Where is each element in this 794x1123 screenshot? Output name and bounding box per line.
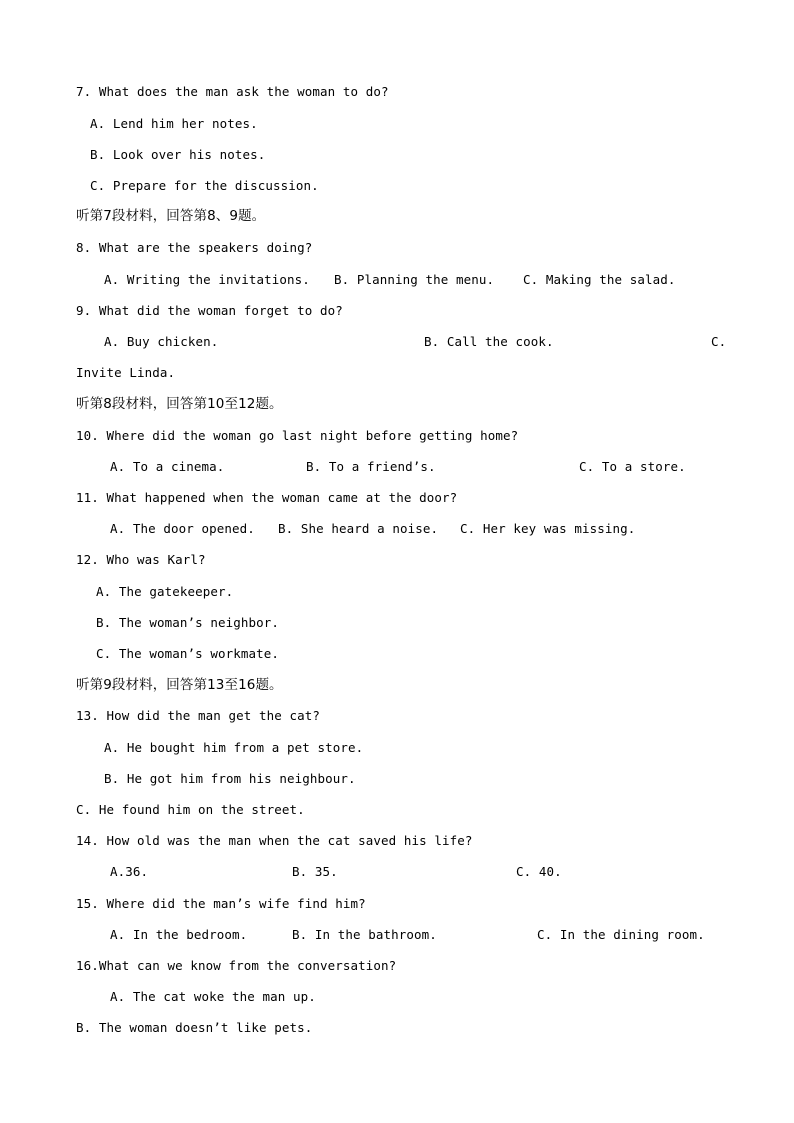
question-14-stem: 14. How old was the man when the cat saved his life? [76, 833, 473, 848]
question-9-option-a: A. Buy chicken. [104, 334, 219, 349]
question-7-option-a: A. Lend him her notes. [90, 116, 258, 131]
question-7-option-b: B. Look over his notes. [90, 147, 266, 162]
question-10-option-a: A. To a cinema. [110, 459, 225, 474]
question-7-stem: 7. What does the man ask the woman to do? [76, 84, 389, 99]
question-11-stem: 11. What happened when the woman came at the door? [76, 490, 458, 505]
question-7-option-c: C. Prepare for the discussion. [90, 178, 319, 193]
question-16-option-b: B. The woman doesn’t like pets. [76, 1020, 313, 1035]
question-10-stem: 10. Where did the woman go last night before getting home? [76, 428, 519, 443]
question-15-option-b: B. In the bathroom. [292, 927, 437, 942]
section-7-instruction: 听第7段材料，回答第8、9题。 [76, 208, 266, 224]
question-9-option-c-text: Invite Linda. [76, 365, 176, 380]
question-11-option-b: B. She heard a noise. [278, 521, 439, 536]
question-14-option-b: B. 35. [292, 864, 338, 879]
question-9-option-b: B. Call the cook. [424, 334, 554, 349]
section-9-instruction: 听第9段材料，回答第13至16题。 [76, 677, 283, 693]
question-9-option-c-prefix: C. [711, 334, 727, 349]
question-15-option-c: C. In the dining room. [537, 927, 705, 942]
question-13-option-a: A. He bought him from a pet store. [104, 740, 364, 755]
question-12-stem: 12. Who was Karl? [76, 552, 206, 567]
question-16-stem: 16.What can we know from the conversation? [76, 958, 397, 973]
question-8-stem: 8. What are the speakers doing? [76, 240, 313, 255]
question-8-option-c: C. Making the salad. [523, 272, 676, 287]
question-9-stem: 9. What did the woman forget to do? [76, 303, 343, 318]
question-12-option-b: B. The woman’s neighbor. [96, 615, 280, 630]
question-12-option-c: C. The woman’s workmate. [96, 646, 280, 661]
question-11-option-a: A. The door opened. [110, 521, 255, 536]
question-14-option-c: C. 40. [516, 864, 562, 879]
question-16-option-a: A. The cat woke the man up. [110, 989, 316, 1004]
question-14-option-a: A.36. [110, 864, 149, 879]
section-8-instruction: 听第8段材料，回答第10至12题。 [76, 396, 283, 412]
question-8-option-a: A. Writing the invitations. [104, 272, 310, 287]
question-15-stem: 15. Where did the man’s wife find him? [76, 896, 366, 911]
question-13-option-c: C. He found him on the street. [76, 802, 305, 817]
question-11-option-c: C. Her key was missing. [460, 521, 636, 536]
question-10-option-b: B. To a friend’s. [306, 459, 436, 474]
question-12-option-a: A. The gatekeeper. [96, 584, 234, 599]
question-8-option-b: B. Planning the menu. [334, 272, 495, 287]
question-15-option-a: A. In the bedroom. [110, 927, 248, 942]
question-13-stem: 13. How did the man get the cat? [76, 708, 321, 723]
question-13-option-b: B. He got him from his neighbour. [104, 771, 356, 786]
question-10-option-c: C. To a store. [579, 459, 686, 474]
